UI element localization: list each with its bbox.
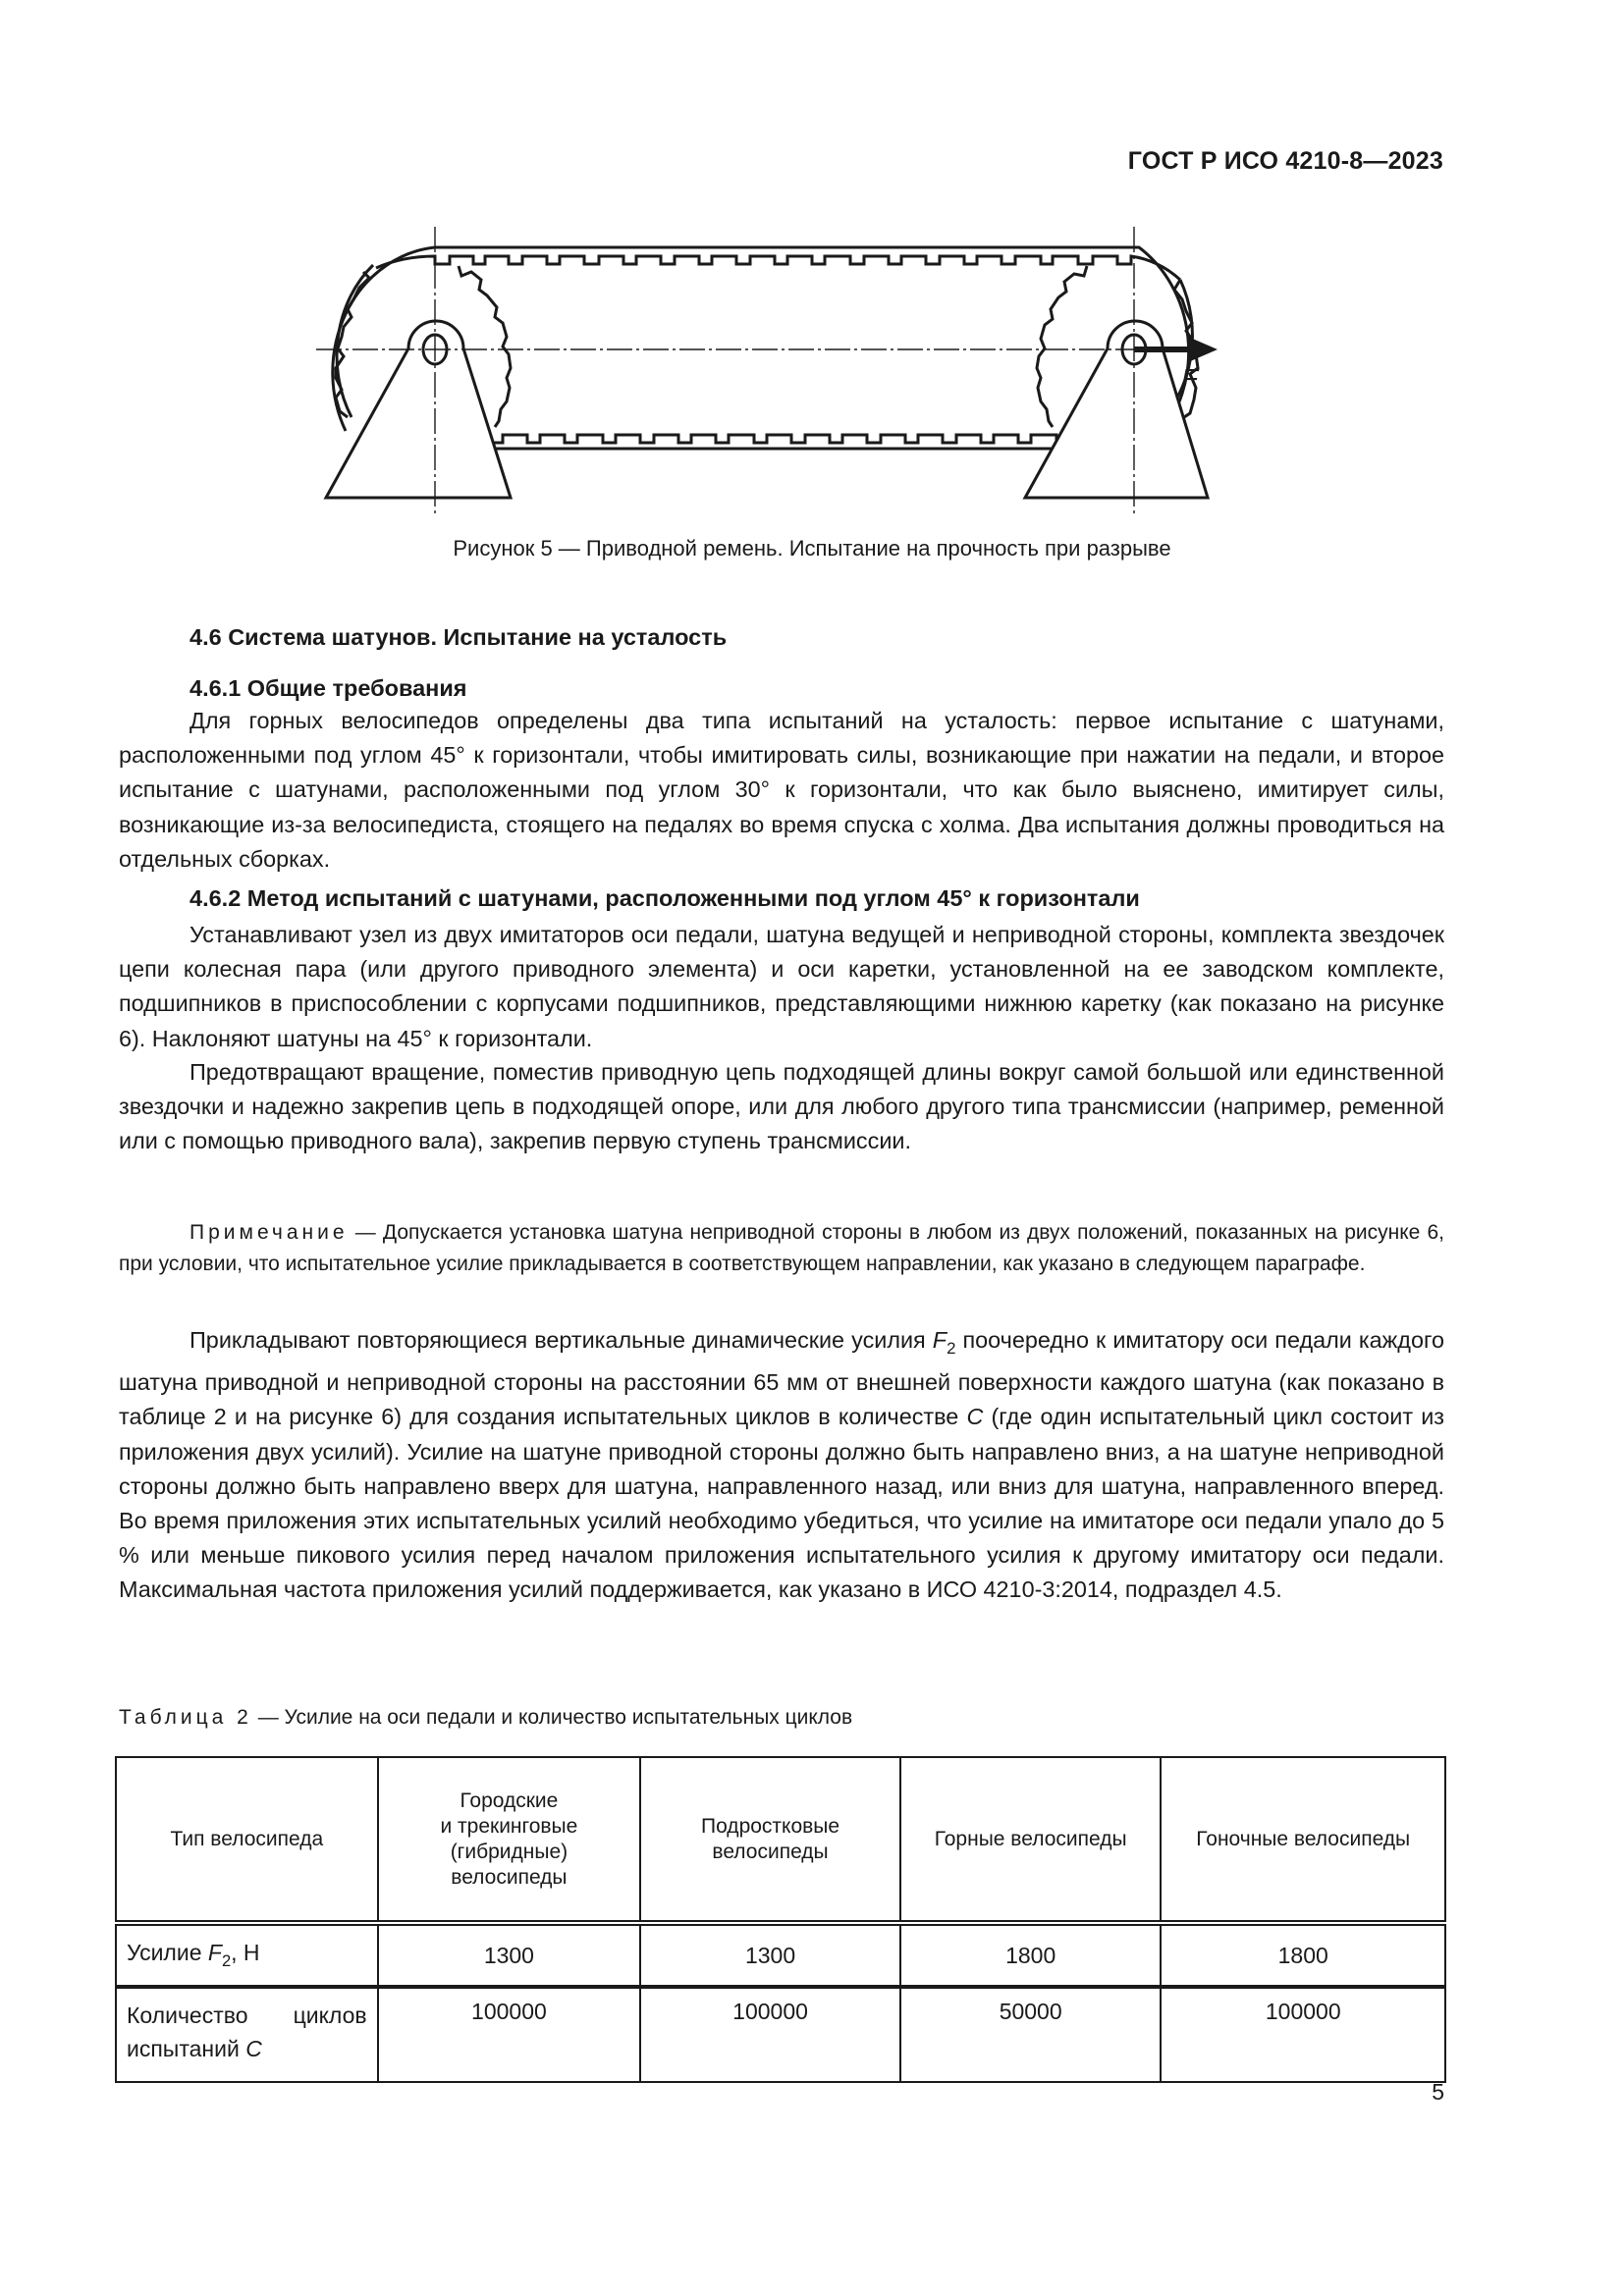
header-racing: Гоночные велосипеды	[1161, 1757, 1445, 1923]
table-row-force	[116, 1923, 1445, 1987]
paragraph-text: Предотвращают вращение, поместив приводную цепь подходящей длины вокруг самой большой или единственной звездочки и надежно закрепив цепь в подходящей опоре, или для любого другого типа трансмиссии (например, ременной или с помощью приводного вала), закрепив первую ступень трансмиссии.	[119, 1059, 1444, 1154]
header-line: велосипеды	[451, 1865, 568, 1889]
table-caption-text: — Усилие на оси педали и количество испытательных циклов	[251, 1706, 853, 1729]
header-bike-type: Тип велосипеда	[116, 1757, 378, 1923]
pedal-force-table	[115, 1756, 1446, 2083]
paragraph-text: Устанавливают узел из двух имитаторов оси педали, шатуна ведущей и неприводной стороны, комплекта звездочек цепи колесная пара (или другого приводного элемента) и оси каретки, установленной на ее заводском комплекте, подшипников в приспособлении с корпусами подшипников, представляющими нижнюю каретку (как показано на рисунке 6). Наклоняют шатуны на 45° к горизонтали.	[119, 922, 1444, 1051]
table-cell: 1800	[900, 1923, 1162, 1987]
force-subscript: 2	[221, 1950, 232, 1970]
header-line: Городские	[460, 1789, 559, 1812]
text-span: Прикладывают повторяющиеся вертикальные динамические усилия	[189, 1327, 933, 1353]
unit-text: , Н	[231, 1940, 260, 1966]
drive-belt-test-diagram	[314, 221, 1257, 515]
paragraph-prevent-rotation	[119, 1055, 1444, 1159]
force-label: F	[1181, 363, 1199, 394]
force-subscript: 2	[947, 1338, 956, 1358]
cycles-symbol: C	[245, 2036, 262, 2061]
paragraph-assembly	[119, 918, 1444, 1056]
table-row-cycles	[116, 1987, 1445, 2082]
text-span: (где один испытательный цикл состоит из приложения двух усилий). Усилие на шатуне приводной стороны должно быть направлено вниз, а на шатуне неприводной стороны должно быть направлено вверх для шатуна, направленного назад, или вниз для шатуна, направленного вперед. Во время приложения этих испытательных усилий необходимо убедиться, что усилие на имитаторе оси педали упало до 5 % или меньше пикового усилия перед началом приложения испытательного усилия к другому имитатору оси педали. Максимальная частота приложения усилий поддерживается, как указано в ИСО 4210-3:2014, подраздел 4.5.	[119, 1404, 1444, 1603]
force-symbol: F	[207, 1940, 222, 1966]
header-city-trekking	[378, 1757, 641, 1923]
paragraph-text: Для горных велосипедов определены два типа испытаний на усталость: первое испытание с шатунами, расположенными под углом 45° к горизонтали, чтобы имитировать силы, возникающие при нажатии на педали, и второе испытание с шатунами, расположенными под углом 30° к горизонтали, что как было выяснено, имитирует силы, возникающие из-за велосипедиста, стоящего на педалях во время спуска с холма. Два испытания должны проводиться на отдельных сборках.	[119, 708, 1444, 872]
label-text: Усилие	[127, 1940, 208, 1966]
table-cell: 50000	[900, 1987, 1162, 2082]
header-line: велосипеды	[712, 1840, 829, 1863]
header-line: (гибридные)	[450, 1840, 568, 1863]
table-cell: 1300	[378, 1923, 641, 1987]
row-label-force	[116, 1923, 378, 1987]
table-caption	[119, 1706, 852, 1730]
note-block	[119, 1217, 1444, 1280]
figure-caption: Рисунок 5 — Приводной ремень. Испытание на прочность при разрыве	[453, 536, 1171, 561]
note-text: — Допускается установка шатуна неприводной стороны в любом из двух положений, показанных на рисунке 6, при условии, что испытательное усилие прикладывается в соответствующем направлении, как указано в следующем параграфе.	[119, 1221, 1444, 1275]
figure-drive-belt-diagram	[314, 221, 1257, 515]
header-young-adult	[640, 1757, 900, 1923]
table-cell: 100000	[378, 1987, 641, 2082]
subsection-heading-4-6-2: 4.6.2 Метод испытаний с шатунами, расположенными под углом 45° к горизонтали	[189, 885, 1140, 911]
paragraph-apply-forces	[119, 1323, 1444, 1608]
force-symbol: F	[932, 1327, 947, 1353]
table-cell: 1800	[1161, 1923, 1445, 1987]
table-header-row	[116, 1757, 1445, 1923]
table-cell: 1300	[640, 1923, 900, 1987]
cycles-symbol: C	[966, 1404, 984, 1430]
paragraph-general-requirements	[119, 704, 1444, 877]
table-cell: 100000	[640, 1987, 900, 2082]
header-line: и трекинговые	[440, 1814, 578, 1838]
document-header-code: ГОСТ Р ИСО 4210-8—2023	[1127, 147, 1443, 175]
text-span: поочередно к имитатору оси педали каждого шатуна приводной и неприводной стороны на расстоянии 65 мм от внешней поверхности каждого шатуна (как показано в таблице 2 и на рисунке 6) для создания испытательных циклов в количестве	[119, 1327, 1444, 1430]
note-label: Примечание	[189, 1221, 349, 1244]
row-label-cycles	[116, 1987, 378, 2082]
table-caption-label: Таблица 2	[119, 1706, 252, 1729]
header-mountain: Горные велосипеды	[900, 1757, 1162, 1923]
subsection-heading-4-6-1: 4.6.1 Общие требования	[189, 675, 467, 701]
page-number: 5	[1432, 2079, 1444, 2105]
section-heading-4-6: 4.6 Система шатунов. Испытание на усталость	[189, 624, 728, 650]
header-line: Подростковые	[701, 1814, 840, 1838]
table-cell: 100000	[1161, 1987, 1445, 2082]
label-text: Количество циклов испытаний	[127, 2002, 367, 2061]
